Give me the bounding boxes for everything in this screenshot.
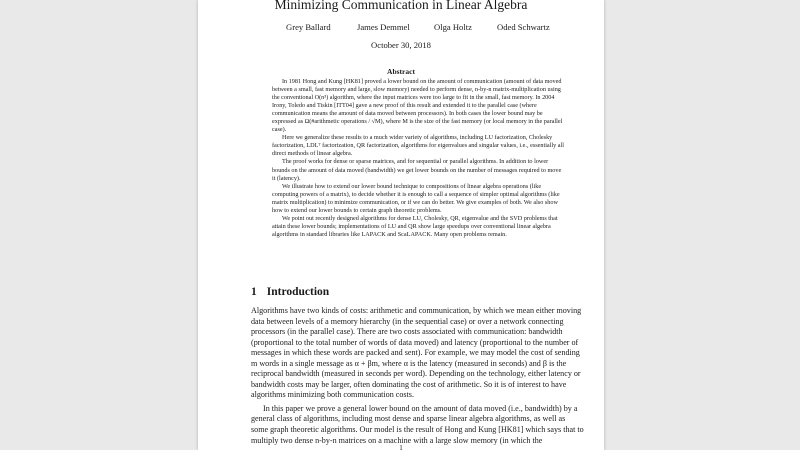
section-heading <box>251 286 329 298</box>
author-name: Grey Ballard <box>286 22 331 32</box>
body-paragraph: In this paper we prove a general lower bound on the amount of data moved (i.e., bandwidth) by a general class of algorithms, including most dense and sparse linear algebra algorithms, as well as some graph theoretic algorithms. Our model is the result of Hong and Kung [HK81] which says that to multiply two dense n-by-n matrices on a machine with a large slow memory (in which the <box>251 403 584 445</box>
abstract-paragraph: We point out recently designed algorithms for dense LU, Cholesky, QR, eigenvalue and the SVD problems that attain these lower bounds; implementations of LU and QR show large speedups over conventional linear algebra algorithms in standard libraries like LAPACK and ScaLAPACK. Many open problems remain. <box>272 214 558 238</box>
abstract-paragraph: The proof works for dense or sparse matrices, and for sequential or parallel algorithms. In addition to lower bounds on the amount of data moved (bandwidth) we get lower bounds on the number of messages required to move it (latency). <box>272 158 562 182</box>
author-name: James Demmel <box>357 22 410 32</box>
paper-title: Minimizing Communication in Linear Algebra <box>274 0 528 12</box>
abstract-body <box>272 78 564 239</box>
section-body <box>251 306 584 446</box>
abstract-paragraph: Here we generalize these results to a much wider variety of algorithms, including LU factorization, Cholesky factorization, LDLᵀ factorization, QR factorization, algorithms for eigenvalues and singular values, i.e., essentially all direct methods of linear algebra. <box>272 134 564 158</box>
paper-date: October 30, 2018 <box>371 40 431 50</box>
section-number: 1 <box>251 286 257 298</box>
section-title: Introduction <box>266 286 330 298</box>
paper-page <box>198 0 604 450</box>
abstract-paragraph: In 1981 Hong and Kung [HK81] proved a lower bound on the amount of communication (amount of data moved between a small, fast memory and large, slow memory) needed to perform dense, n-by-n matrix-multiplication using the conventional O(n³) algorithm, where the input matrices were too large to fit in the small, fast memory. In 2004 Irony, Toledo and Tiskin [ITT04] gave a new proof of this result and extended it to the parallel case (where communication means the amount of data moved between processors). In both cases the lower bound may be expressed as Ω(#arithmetic operations / √M), where M is the size of the fast memory (or local memory in the parallel case). <box>272 78 563 134</box>
author-name: Oded Schwartz <box>497 22 550 32</box>
page-number: 1 <box>399 444 403 450</box>
author-name: Olga Holtz <box>434 22 472 32</box>
abstract-paragraph: We illustrate how to extend our lower bound technique to compositions of linear algebra operations (like computing powers of a matrix), to decide whether it is enough to call a sequence of simpler optimal algorithms (like matrix multiplication) to minimize communication, or if we can do better. We give examples of both. We also show how to extend our lower bounds to certain graph theoretic problems. <box>272 182 560 214</box>
abstract-heading: Abstract <box>387 67 415 76</box>
body-paragraph: Algorithms have two kinds of costs: arithmetic and communication, by which we mean either moving data between levels of a memory hierarchy (in the sequential case) or over a network connecting processors (in the parallel case). There are two costs associated with communication: bandwidth (proportional to the total number of words of data moved) and latency (proportional to the number of messages in which these words are packed and sent). For example, we may model the cost of sending m words in a single message as α + βm, where α is the latency (measured in seconds) and β is the reciprocal bandwidth (measured in seconds per word). Depending on the technology, either latency or bandwidth costs may be larger, often dominating the cost of arithmetic. So it is of interest to have algorithms minimizing both communication costs. <box>251 306 582 400</box>
